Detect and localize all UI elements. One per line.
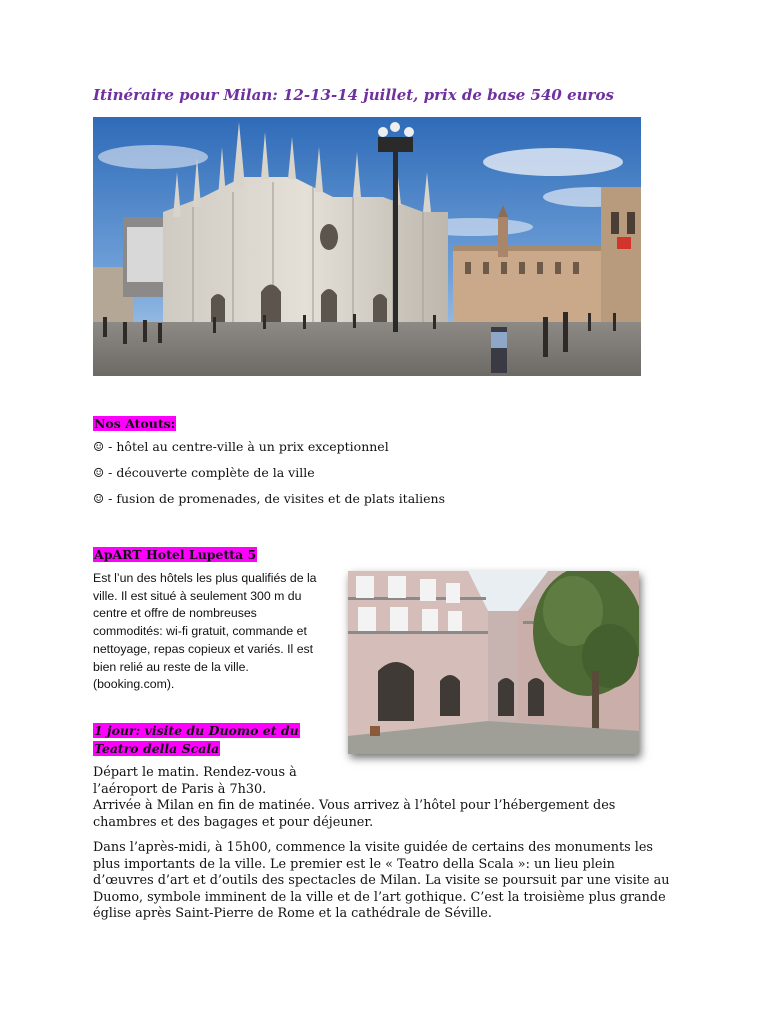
- atouts-list: [93, 438, 445, 516]
- para1-line1: Départ le matin. Rendez-vous à: [93, 765, 297, 780]
- day1-heading: [93, 721, 323, 757]
- day1-paragraph-1: [93, 765, 663, 831]
- duomo-square-photo: [93, 117, 641, 376]
- atouts-heading: Nos Atouts:: [94, 416, 176, 431]
- para1-line3: Arrivée à Milan en fin de matinée. Vous arrivez à l’hôtel pour l’hébergement des chambres et des bagages et pour déjeuner.: [93, 798, 616, 830]
- day1-paragraph-2: Dans l’après-midi, à 15h00, commence la visite guidée de certains des monuments les plus importants de la ville. Le premier est le « Teatro della Scala »: un lieu plein d’œuvres d’art et d’outils des spectacles de Milan. La visite se poursuit par une visite au Duomo, symbole imminent de la ville et de l’art gothique. C’est la troisième plus grande église après Saint-Pierre de Rome et la cathédrale de Séville.: [93, 840, 670, 921]
- para1-line2: l’aéroport de Paris à 7h30.: [93, 781, 267, 797]
- list-item: ☺ - fusion de promenades, de visites et de plats italiens: [93, 491, 446, 506]
- hotel-heading: ApART Hotel Lupetta 5: [94, 547, 257, 562]
- day1-heading-line2: Teatro della Scala: [94, 741, 220, 756]
- day1-heading-line1: 1 jour: visite du Duomo et du: [94, 723, 299, 738]
- page-title: Itinéraire pour Milan: 12-13-14 juillet, prix de base 540 euros: [93, 86, 614, 104]
- list-item: ☺ - hôtel au centre-ville à un prix exceptionnel: [93, 439, 389, 454]
- hotel-photo-frame: [348, 571, 639, 754]
- hotel-description: Est l’un des hôtels les plus qualifiés de la ville. Il est situé à seulement 300 m du centre et offre de nombreuses commodités: wi-fi gratuit, commande et nettoyage, repas copieux et variés. Il est bien relié au reste de la ville. (booking.com).: [93, 571, 317, 692]
- hotel-courtyard-photo: [348, 571, 639, 754]
- list-item: ☺ - découverte complète de la ville: [93, 465, 315, 480]
